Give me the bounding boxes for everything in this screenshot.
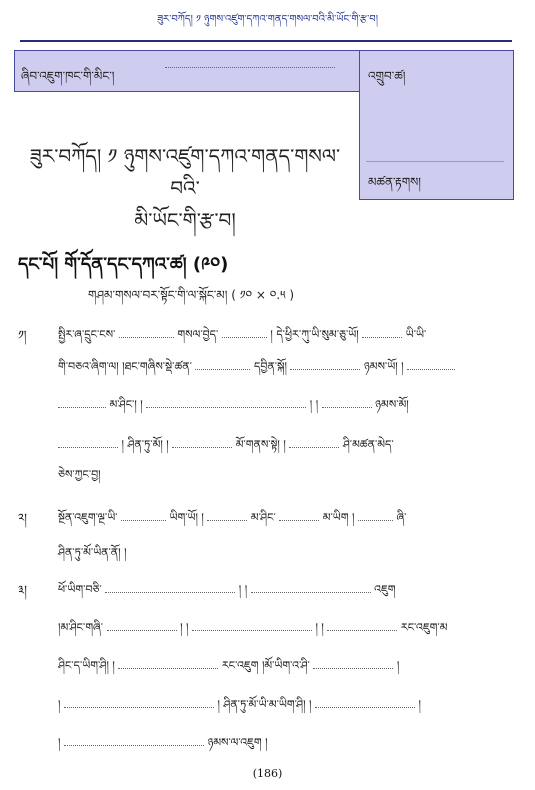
score-box xyxy=(359,50,514,200)
blank[interactable] xyxy=(222,329,267,338)
blank[interactable] xyxy=(279,512,319,521)
name-box-label: ཞིབ་འཇུག་ཁང་གི་མིང་། xyxy=(21,69,115,83)
section-heading: དང་པོ། གོ་དོན་དང་དཀའ་ཚ། (༩༠) xyxy=(18,254,229,275)
blank[interactable] xyxy=(358,512,393,521)
question-line: ཕོ་ཡིག་བཅི་ ། ། འཇུག xyxy=(58,583,396,596)
blank[interactable] xyxy=(327,622,397,631)
running-header: ཟུར་བཀོད། ༡ ཉུགས་འཛུག་དཀའ་གནད་གསལ་བའི་མི་ཡོང་གི་རྩ་བ། xyxy=(157,14,378,25)
blank[interactable] xyxy=(118,660,218,669)
blank[interactable] xyxy=(192,622,312,631)
question-line: ། ། ཤིན་ཏུ་མོ་ཡི་མ་ཡིག་ཤི། ། ། xyxy=(58,698,421,711)
header-rule xyxy=(20,40,512,42)
blank[interactable] xyxy=(322,399,372,408)
blank[interactable] xyxy=(64,737,204,746)
name-box xyxy=(14,50,360,92)
blank[interactable] xyxy=(107,622,177,631)
blank[interactable] xyxy=(251,584,371,593)
question-line: མ་ཤིང་། ། ། ། ཉམས་མོ། xyxy=(58,392,409,423)
question-line: ། ཤིན་ཏུ་མོ། ། མོ་གནས་སྟེ། ། ཤི་མཚན་མེད་ xyxy=(58,432,394,463)
blank[interactable] xyxy=(313,660,393,669)
page-number: (186) xyxy=(252,767,283,780)
blank[interactable] xyxy=(407,361,455,370)
blank[interactable] xyxy=(58,399,106,408)
blank[interactable] xyxy=(121,512,166,521)
blank[interactable] xyxy=(105,584,235,593)
score-divider xyxy=(366,161,504,162)
question-line: ཤིན་ཏུ་མོ་ཡིན་ནོ། ། xyxy=(58,546,127,559)
question-line: །མ་ཤིང་གཞི་ ། ། ། ། རང་འཇུག་མ xyxy=(58,621,448,634)
instruction: གཤམ་གསལ་བར་སྟོང་གི་ལ་སྐོང་མ། ( ༡༠ × ༠.༥ ) xyxy=(88,288,295,302)
question-line: ། ཉམས་ལ་འཇུག ། xyxy=(58,736,268,749)
question-line: སྔོན་འཇུག་ལྔ་ཡི་ ཡིག་ཡོ། ། མ་ཤིང་ མ་ཡིག ། ཞི་ xyxy=(58,511,407,524)
blank[interactable] xyxy=(290,361,360,370)
question-number: ༢། xyxy=(18,511,27,525)
blank[interactable] xyxy=(64,699,214,708)
blank[interactable] xyxy=(146,399,306,408)
lesson-title-line-1: ཟུར་བཀོད། ༡ ཉུགས་འཛུག་དཀའ་གནད་གསལ་བའི་ xyxy=(29,144,341,200)
question-number: ༣། xyxy=(18,583,27,597)
question-line: སྤྱིར་ཞ་དྲུང་ངས་ གསལ་བྱེད་ ། དེ་ཕྱིར་ཀུ་ཡི་སུམ་ཅུ་ཡོ། ཡི་ཡི་ xyxy=(58,328,427,341)
name-fill-line[interactable] xyxy=(165,67,335,68)
score-label: འགྲུབ་ཚ། xyxy=(368,69,406,83)
blank[interactable] xyxy=(315,699,415,708)
signature-label: མཚན་རྟགས། xyxy=(368,175,421,189)
question-number: ༡། xyxy=(18,328,27,342)
blank[interactable] xyxy=(172,439,232,448)
blank[interactable] xyxy=(119,329,174,338)
lesson-title-line-2: མི་ཡོང་གི་རྩ་བ། xyxy=(134,208,236,232)
blank[interactable] xyxy=(195,361,250,370)
question-line: གི་བཅའ་ཞིག་ལ། །ཐང་གཞིས་སྡེ་ཚན་ དབྱིན་སྐོ། ཉམས་ཡོ། ། xyxy=(58,354,455,385)
blank[interactable] xyxy=(362,329,402,338)
lesson-title xyxy=(20,140,350,236)
blank[interactable] xyxy=(58,439,118,448)
question-line: ཅེས་ཀྱང་བྱ། xyxy=(58,468,101,481)
question-line: ཤིང་ད་ཡིག་ཤི། ། རང་འཇུག །མོ་ཡིག་འ་ཤི་ ། xyxy=(58,659,400,672)
blank[interactable] xyxy=(289,439,339,448)
blank[interactable] xyxy=(207,512,247,521)
